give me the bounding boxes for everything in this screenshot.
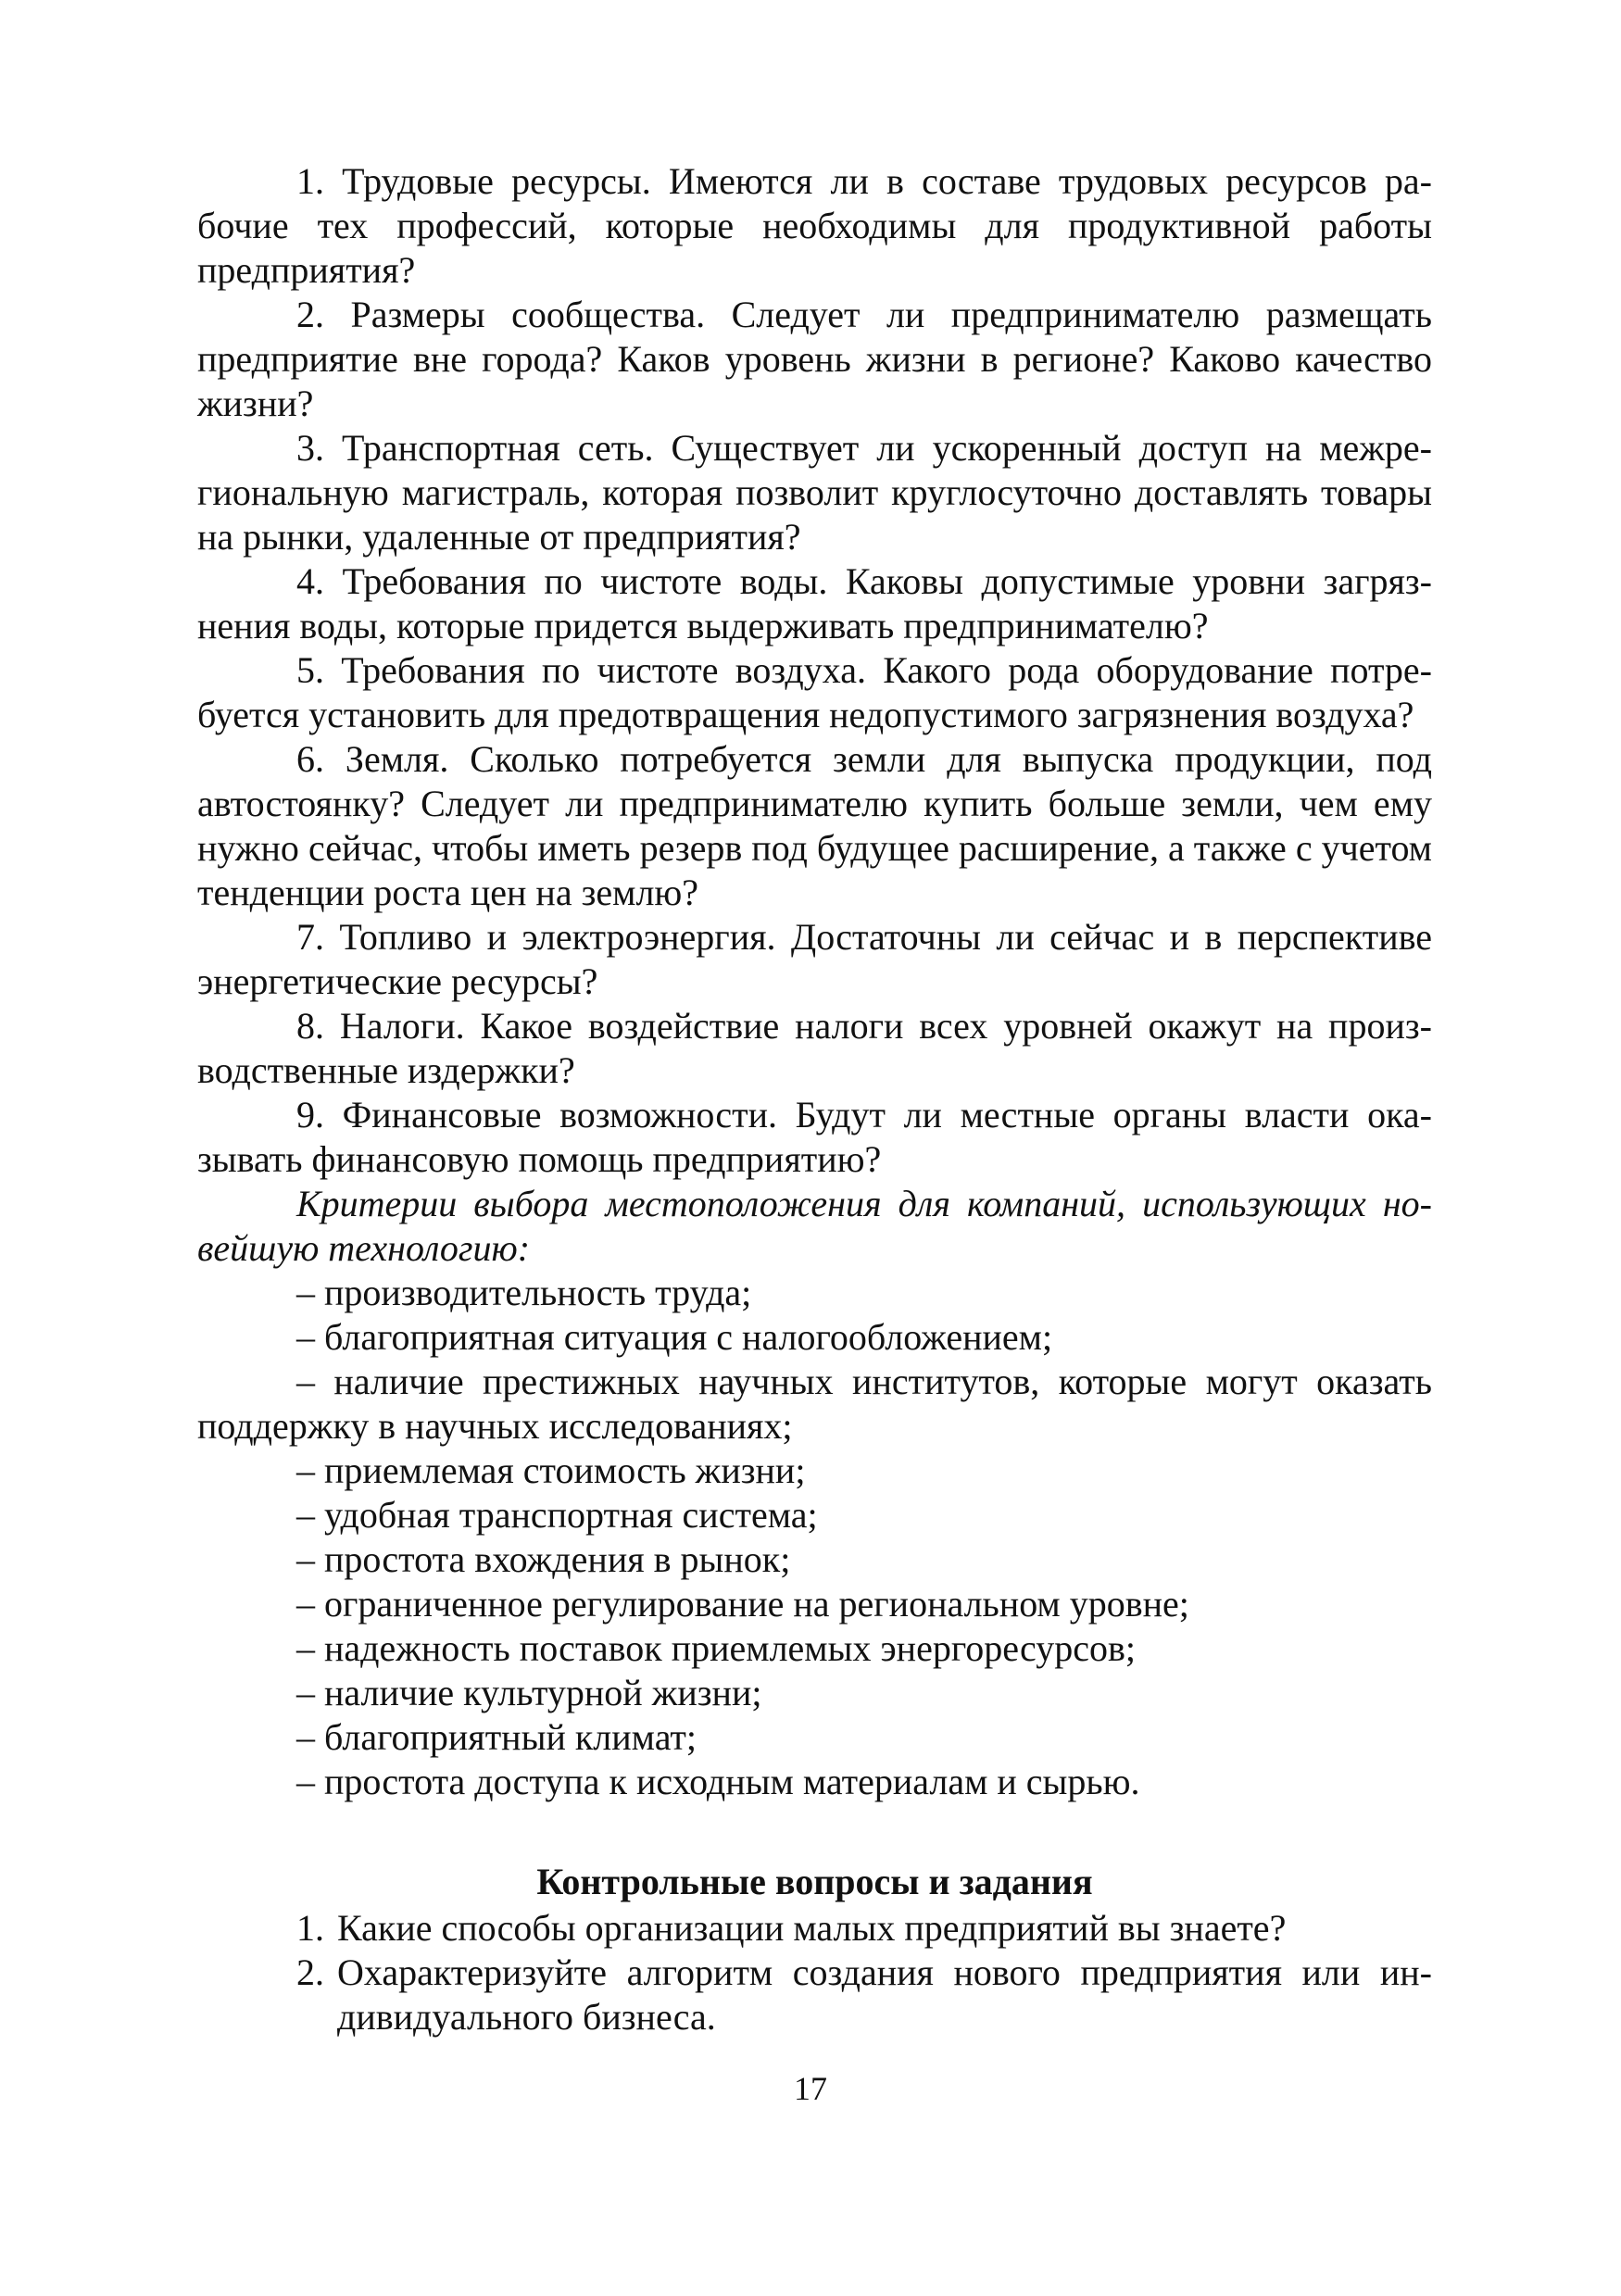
criteria-item: – наличие престижных научных институтов, которые могут оказать поддержку в научных исследованиях;: [197, 1361, 1432, 1447]
criteria-item: – ограниченное регулирование на региональном уровне;: [296, 1583, 1189, 1625]
criteria-item: – простота вхождения в рынок;: [296, 1538, 791, 1580]
numbered-item-5: 5. Требования по чистоте воздуха. Какого рода оборудование потребуется установить для предотвращения недопустимого загрязнения воздуха?: [197, 649, 1432, 735]
criteria-item: – благоприятный климат;: [296, 1716, 697, 1758]
question-text: Охарактеризуйте алгоритм создания нового предприятия или индивидуального бизнеса.: [337, 1951, 1432, 2038]
numbered-item-3: 3. Транспортная сеть. Существует ли ускоренный доступ на межрегиональную магистраль, которая позволит круглосуточно доставлять товары на рынки, удаленные от предприятия?: [197, 427, 1432, 558]
numbered-item-9: 9. Финансовые возможности. Будут ли местные органы власти оказывать финансовую помощь предприятию?: [197, 1094, 1432, 1180]
question-item: [197, 1951, 1432, 2039]
question-item: [197, 1906, 1432, 1951]
criteria-item: – простота доступа к исходным материалам и сырью.: [296, 1761, 1140, 1802]
numbered-item-8: 8. Налоги. Какое воздействие налоги всех уровней окажут на производственные издержки?: [197, 1005, 1432, 1091]
numbered-item-1: 1. Трудовые ресурсы. Имеются ли в составе трудовых ресурсов рабочие тех профессий, которые необходимы для продуктивной работы предприятия?: [197, 160, 1432, 291]
criteria-item: – производительность труда;: [296, 1272, 752, 1313]
questions-list: [197, 1906, 1432, 2039]
question-number: 2.: [296, 1951, 324, 1993]
numbered-item-4: 4. Требования по чистоте воды. Каковы допустимые уровни загрязнения воды, которые придется выдерживать предпринимателю?: [197, 560, 1432, 646]
question-number: 1.: [296, 1907, 324, 1949]
numbered-item-6: 6. Земля. Сколько потребуется земли для выпуска продукции, под автостоянку? Следует ли предпринимателю купить больше земли, чем ему нужно сейчас, чтобы иметь резерв под будущее расширение, а также с учетом тенденции роста цен на землю?: [197, 738, 1432, 913]
numbered-item-2: 2. Размеры сообщества. Следует ли предпринимателю размещать предприятие вне города? Каков уровень жизни в регионе? Каково качество жизни?: [197, 294, 1432, 424]
page-body: [197, 159, 1432, 2039]
questions-heading: Контрольные вопросы и задания: [536, 1861, 1093, 1902]
page-number: 17: [794, 2070, 827, 2107]
question-text: Какие способы организации малых предприятий вы знаете?: [337, 1907, 1287, 1949]
criteria-item: – надежность поставок приемлемых энергоресурсов;: [296, 1627, 1136, 1669]
criteria-item: – удобная транспортная система;: [296, 1494, 818, 1536]
criteria-item: – благоприятная ситуация с налогообложением;: [296, 1316, 1053, 1358]
criteria-item: – приемлемая стоимость жизни;: [296, 1449, 806, 1491]
numbered-item-7: 7. Топливо и электроэнергия. Достаточны ли сейчас и в перспективе энергетические ресурсы?: [197, 916, 1432, 1002]
criteria-list: [197, 1271, 1432, 1804]
criteria-item: – наличие культурной жизни;: [296, 1672, 762, 1713]
criteria-intro: Критерии выбора местоположения для компаний, использующих новейшую технологию:: [197, 1183, 1432, 1269]
